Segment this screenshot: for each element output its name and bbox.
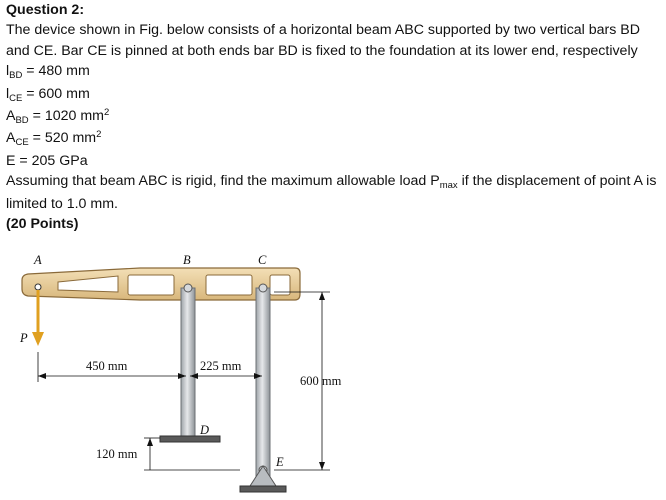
support-e-base [240,486,286,492]
beam-figure [0,252,666,500]
dim-ab-arrow-left [38,373,46,379]
beam-cutout-3 [206,275,252,295]
label-e: E [276,455,284,469]
support-e [250,466,276,486]
question-title: Question 2: [6,2,85,18]
param-a-ce: $A_{CE} = 520$ $mm^2$ [6,129,102,149]
point-a-marker [35,284,41,290]
label-a: A [34,253,42,267]
param-l-bd: $l_{BD} = 480$ mm [6,63,90,82]
param-e: E = 205 GPa [6,152,88,169]
pin-c [259,284,267,292]
label-d: D [200,423,210,437]
bar-ce [256,288,270,480]
param-l-ce: $l_{CE} = 600$ mm [6,85,90,104]
dim-ce-label: 600 mm [300,374,342,388]
label-c: C [258,253,267,267]
foundation-d [160,436,220,442]
beam-cutout-2 [128,275,174,295]
dim-d-arrow-top [147,438,153,446]
dim-ce-arrow-bottom [319,462,325,470]
question-intro: The device shown in Fig. below consists of a horizontal beam ABC supported by two vertical bars BD and CE. Bar CE is pinned at both ends bar BD is fixed to the foundation at its lower end, respectively [6,22,641,59]
dim-bc-label: 225 mm [200,359,242,373]
bar-bd [181,288,195,438]
dim-ce-arrow-top [319,292,325,300]
dim-ab-label: 450 mm [86,359,128,373]
param-a-bd: $A_{BD} = 1020$ $mm^2$ [6,107,110,127]
pin-b [184,284,192,292]
label-p: P [20,331,28,345]
dim-d-label: 120 mm [96,447,138,461]
question-text [6,0,662,234]
load-p-arrowhead [32,332,44,346]
question-points: (20 Points) [6,216,79,233]
question-task: Assuming that beam ABC is rigid, find the maximum allowable load $P_{max}$ if the displacement of point A is limited to 1.0 mm. [6,173,657,212]
label-b: B [183,253,191,267]
